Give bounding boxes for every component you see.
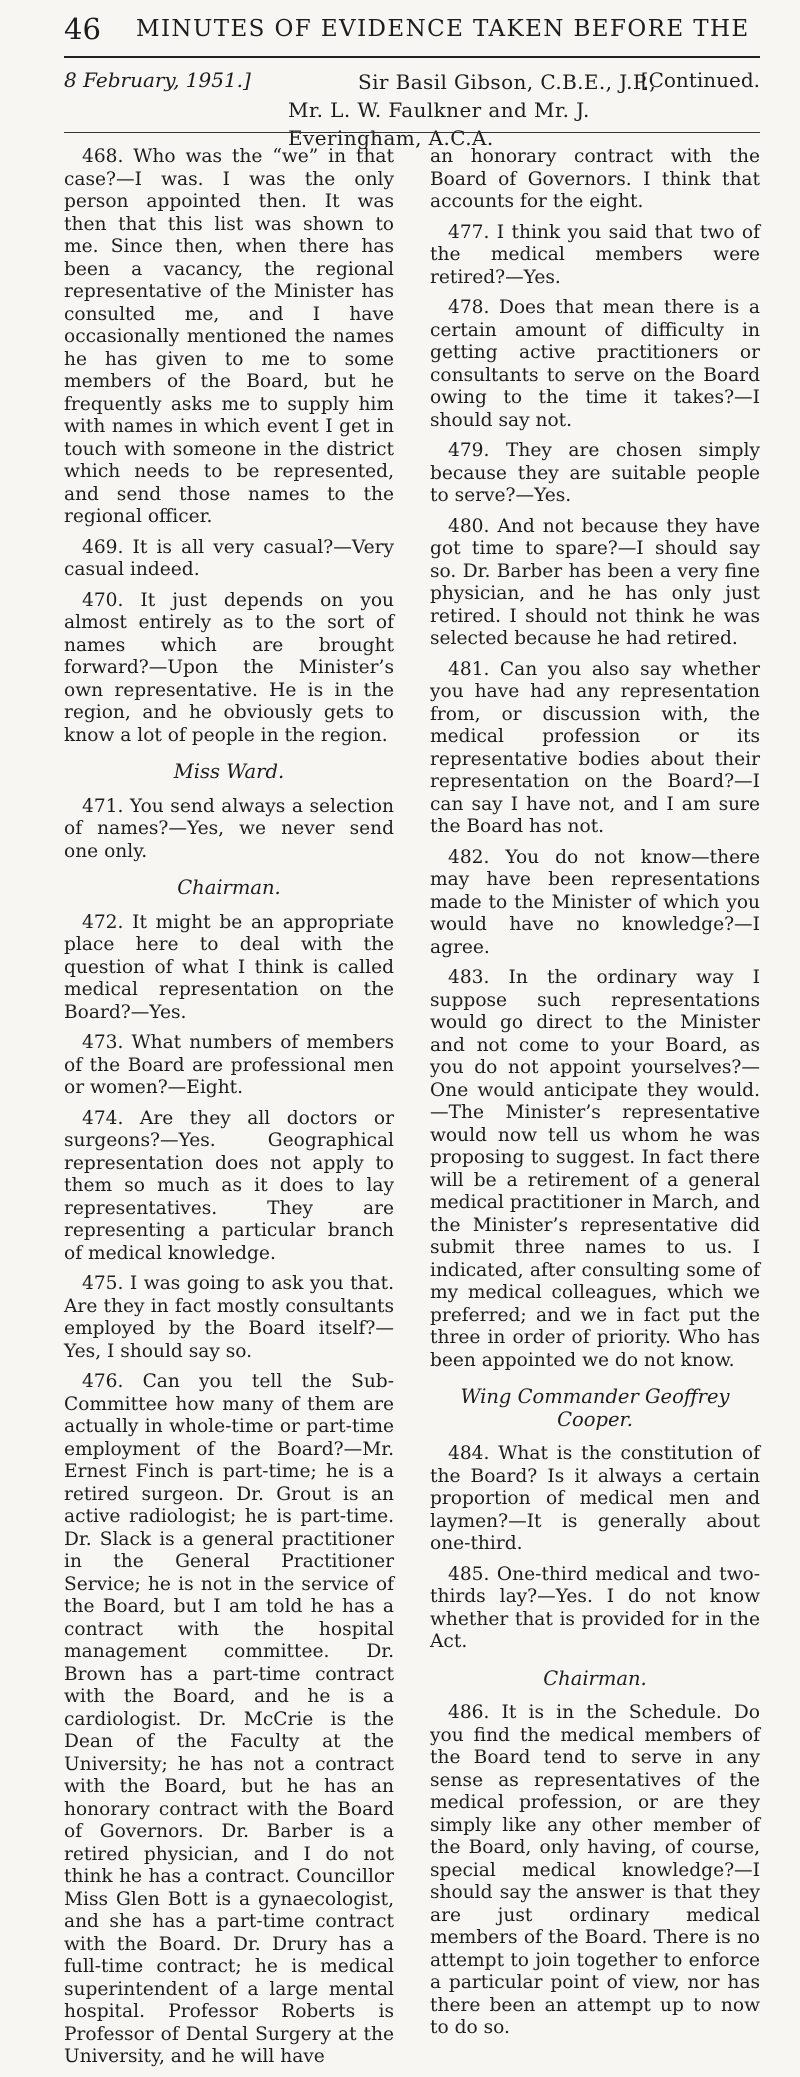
speaker-heading: Chairman. bbox=[177, 876, 281, 899]
paragraph-477: 477. I think you said that two of the medical members were retired?—Yes. bbox=[430, 221, 760, 288]
witness-line-1: Sir Basil Gibson, C.B.E., J.P., bbox=[358, 70, 657, 94]
speaker-heading: Wing Commander Geoffrey Cooper. bbox=[460, 1385, 730, 1431]
paragraph-486: 486. It is in the Schedule. Do you find the medical members of the Board tend to serve in any sense as representatives of the medical profession, or are they simply like any other member of the Board, only having, of course, special medical knowledge?—I should say the answer is that they are just ordinary medical members of the Board. There is no attempt to join together to enforce a particular point of view, nor has there been an attempt up to now to do so. bbox=[430, 1702, 760, 2038]
left-column bbox=[64, 146, 394, 2077]
paragraph-476: 476. Can you tell the Sub-Committee how many of them are actually in whole-time or part-time employment of the Board?—Mr. Ernest Finch is part-time; he is a retired surgeon. Dr. Grout is an active radiologist; he is part-time. Dr. Slack is a general practitioner in the General Practitioner Service; he is not in the service of the Board, but I am told he has a contract with the hospital management committee. Dr. Brown has a part-time contract with the Board, and he is a cardiologist. Dr. McCrie is the Dean of the Faculty at the University; he has not a contract with the Board, but he has an honorary contract with the Board of Governors. Dr. Barber is a retired physician, and I do not think he has a contract. Councillor Miss Glen Bott is a gynaecologist, and she has a part-time contract with the Board. Dr. Drury has a full-time contract; he is medical superintendent of a large mental hospital. Professor Roberts is Professor of Dental Surgery at the University, and he will have bbox=[64, 1371, 394, 2067]
subheader-rule bbox=[64, 132, 760, 133]
page-number: 46 bbox=[64, 12, 101, 46]
paragraph-475: 475. I was going to ask you that. Are they in fact mostly consultants employed by the Board itself?—Yes, I should say so. bbox=[64, 1273, 394, 1362]
paragraph-468: 468. Who was the “we” in that case?—I was. I was the only person appointed then. It was then that this list was shown to me. Since then, when there has been a vacancy, the regional representative of the Minister has consulted me, and I have occasionally mentioned the names he has given to me to some members of the Board, but he frequently asks me to supply him with names in which event I get in touch with someone in the district which needs to be represented, and send those names to the regional officer. bbox=[64, 146, 394, 527]
running-head: MINUTES OF EVIDENCE TAKEN BEFORE THE bbox=[136, 16, 750, 42]
paragraph-473: 473. What numbers of members of the Board are professional men or women?—Eight. bbox=[64, 1032, 394, 1098]
paragraph-481: 481. Can you also say whether you have had any representation from, or discussion with, the medical profession or its representative bodies about their representation on the Board?—I can say I have not, and I am sure the Board has not. bbox=[430, 658, 760, 837]
paragraph-485: 485. One-third medical and two-thirds lay?—Yes. I do not know whether that is provided for in the Act. bbox=[430, 1563, 760, 1652]
speaker-heading: Miss Ward. bbox=[173, 760, 285, 783]
paragraph-469: 469. It is all very casual?—Very casual indeed. bbox=[64, 536, 394, 580]
session-header bbox=[64, 64, 760, 150]
paragraph-479: 479. They are chosen simply because they are suitable people to serve?—Yes. bbox=[430, 440, 760, 506]
witness-names bbox=[288, 68, 688, 152]
paragraph-478: 478. Does that mean there is a certain amount of difficulty in getting active practitioners or consultants to serve on the Board owing to the time it takes?—I should say not. bbox=[430, 297, 760, 431]
paragraph-480: 480. And not because they have got time to spare?—I should say so. Dr. Barber has been a very fine physician, and he has only just retired. I should not think he was selected because he had retired. bbox=[430, 515, 760, 649]
header-rule bbox=[64, 56, 760, 58]
paragraph-483: 483. In the ordinary way I suppose such representations would go direct to the Minister and not come to your Board, as you do not appoint yourselves?—One would anticipate they would.—The Minister’s representative would now tell us whom he was proposing to suggest. In fact there will be a retirement of a general medical practitioner in March, and the Minister’s representative did submit three names to us. I indicated, after consulting some of my medical colleagues, which we preferred; and we in fact put the three in order of priority. Who has been appointed we do not know. bbox=[430, 967, 760, 1371]
paragraph-471: 471. You send always a selection of names?—Yes, we never send one only. bbox=[64, 795, 394, 862]
session-date: 8 February, 1951.] bbox=[64, 68, 251, 92]
witness-line-2: Mr. L. W. Faulkner and Mr. J. Everingham, A.C.A. bbox=[288, 98, 590, 150]
continued-label: [Continued. bbox=[640, 68, 760, 92]
page-header bbox=[64, 12, 760, 50]
paragraph-482: 482. You do not know—there may have been representations made to the Minister of which you would have no knowledge?—I agree. bbox=[430, 846, 760, 958]
paragraph-484: 484. What is the constitution of the Board? Is it always a certain proportion of medical men and laymen?—It is generally about one-third. bbox=[430, 1443, 760, 1554]
right-column bbox=[430, 146, 760, 2048]
speaker-heading: Chairman. bbox=[543, 1666, 647, 1690]
paragraph-474: 474. Are they all doctors or surgeons?—Yes. Geographical representation does not apply to them so much as it does to lay representatives. They are representing a particular branch of medical knowledge. bbox=[64, 1107, 394, 1264]
paragraph-470: 470. It just depends on you almost entirely as to the sort of names which are brought forward?—Upon the Minister’s own representative. He is in the region, and he obviously gets to know a lot of people in the region. bbox=[64, 589, 394, 746]
paragraph-476-continued: an honorary contract with the Board of Governors. I think that accounts for the eight. bbox=[430, 146, 760, 212]
paragraph-472: 472. It might be an appropriate place here to deal with the question of what I think is called medical representation on the Board?—Yes. bbox=[64, 911, 394, 1023]
